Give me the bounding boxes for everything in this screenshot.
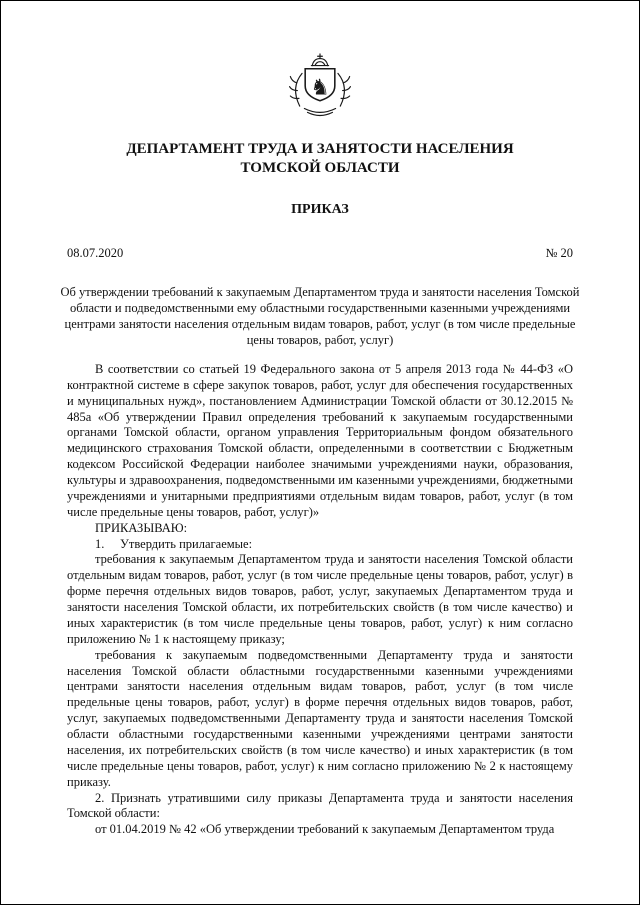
paragraph-prikazyvayu: ПРИКАЗЫВАЮ: — [95, 520, 188, 535]
organization-name — [1, 140, 639, 178]
paragraph-revoked-order: от 01.04.2019 № 42 «Об утверждении требований к закупаемым Департаментом труда — [95, 822, 555, 837]
organization-name-line2: ТОМСКОЙ ОБЛАСТИ — [240, 160, 400, 177]
paragraph-requirements-department: требования к закупаемым Департаментом труда и занятости населения Томской области отдельным видам товаров, работ, услуг (в том числе предельные цены товаров, работ, услуг) в форме перечня отдельных видов товаров, работ, услуг, закупаемых Департаментом труда и занятости населения Томской области, их потребительских свойств (в том числе качество) и иных характеристик (в том числе предельные цены товаров, работ, услуг) к ним согласно приложению № 1 к настоящему приказу; — [67, 552, 573, 646]
document-subject: Об утверждении требований к закупаемым Департаментом труда и занятости населения Томской области и подведомственными ему областными государственными казенными учреждениями центрами занятости населения отдельным видам товаров, работ, услуг (в том числе предельные цены товаров, работ, услуг) — [60, 285, 580, 347]
document-date: 08.07.2020 — [67, 246, 124, 261]
paragraph-item-1: 1. Утвердить прилагаемые: — [95, 536, 253, 551]
document-type-title: ПРИКАЗ — [291, 202, 349, 218]
organization-name-line1: ДЕПАРТАМЕНТ ТРУДА И ЗАНЯТОСТИ НАСЕЛЕНИЯ — [126, 141, 514, 157]
coat-of-arms — [281, 53, 359, 130]
paragraph-requirements-subordinate: требования к закупаемым подведомственными Департаменту труда и занятости населения Томской области областными государственными казенными учреждениями центрами занятости населения отдельным видам товаров, работ, услуг (в том числе предельные цены товаров, работ, услуг) в форме перечня отдельных видов товаров, работ, услуг, закупаемых подведомственными Департаменту труда и занятости населения Томской области областными государственными казенными учреждениями центрами занятости населения, их потребительских свойств (в том числе качество) и иных характеристик (в том числе предельные цены товаров, работ, услуг) к ним согласно приложению № 2 к настоящему приказу. — [67, 647, 573, 789]
date-number-row — [67, 246, 573, 261]
horse-glyph: ♞ — [310, 75, 330, 101]
coat-of-arms-icon — [281, 53, 359, 125]
document-number: № 20 — [545, 246, 573, 261]
paragraph-item-2: 2. Признать утратившими силу приказы Департамента труда и занятости населения Томской области: — [67, 790, 573, 821]
document-body — [67, 362, 573, 838]
paragraph-preamble: В соответствии со статьей 19 Федерального закона от 5 апреля 2013 года № 44-ФЗ «О контрактной системе в сфере закупок товаров, работ, услуг для обеспечения государственных и муниципальных нужд», постановлением Администрации Томской области от 30.12.2015 № 485а «Об утверждении Правил определения требований к закупаемым государственными органами Томской области, органом управления Территориальным фондом обязательного медицинского страхования Томской области, определенными в соответствии с Бюджетным кодексом Российской Федерации наиболее значимыми учреждениями науки, образования, культуры и здравоохранения, подведомственными им казенными учреждениями, бюджетными учреждениями и унитарными предприятиями отдельным видам товаров, работ, услуг (в том числе предельные цены товаров, работ, услуг)» — [67, 361, 573, 519]
